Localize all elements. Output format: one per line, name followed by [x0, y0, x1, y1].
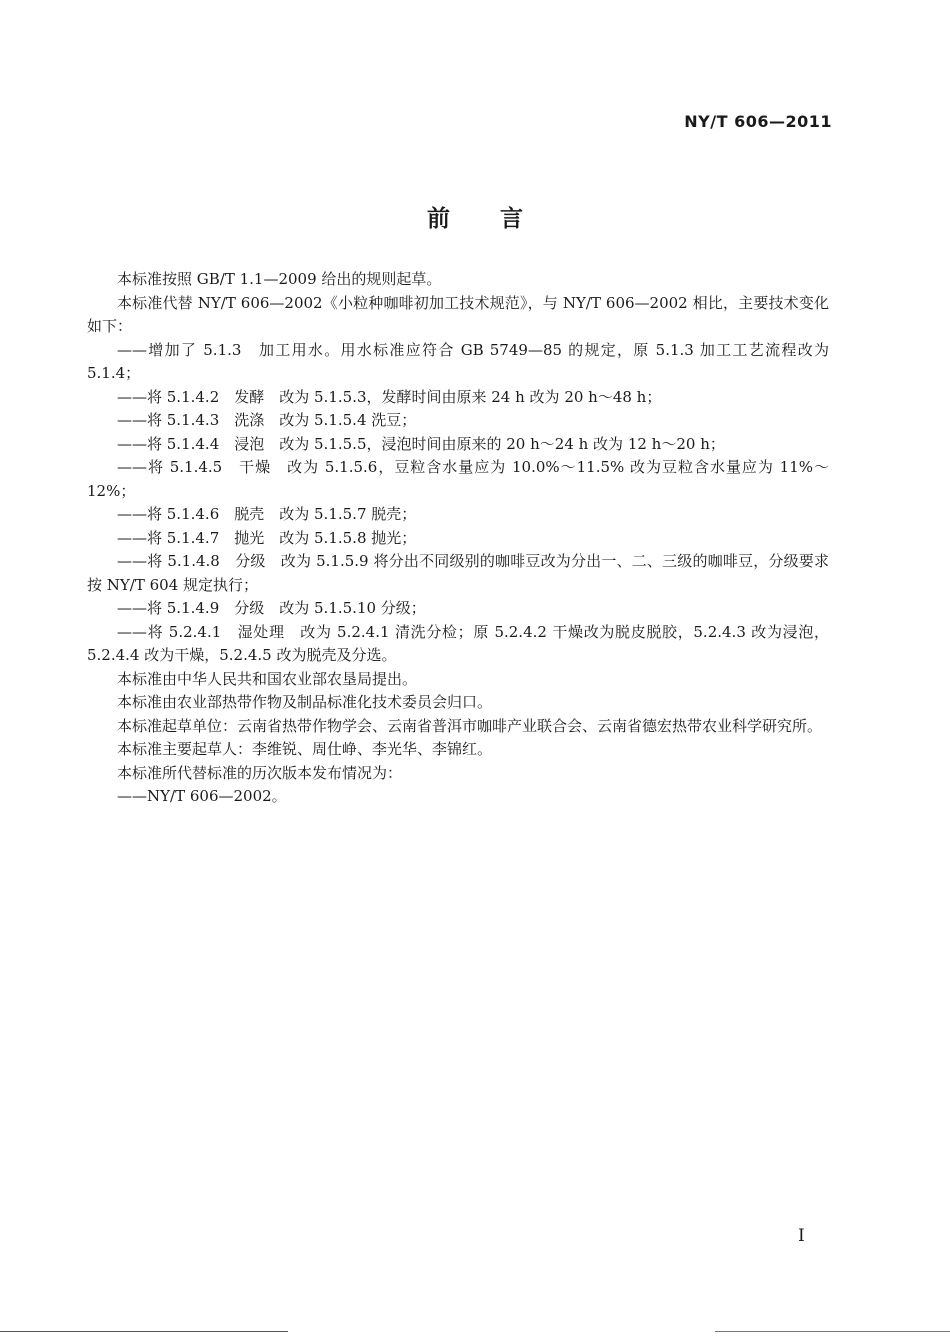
paragraph: 本标准代替 NY/T 606—2002《小粒种咖啡初加工技术规范》，与 NY/T 606—2002 相比，主要技术变化如下：	[87, 293, 829, 335]
paragraph: 本标准由农业部热带作物及制品标准化技术委员会归口。	[117, 693, 493, 711]
scan-edge-line	[0, 1331, 288, 1332]
change-item: ——将 5.2.4.1 湿处理 改为 5.2.4.1 清洗分检；原 5.2.4.2 干燥改为脱皮脱胶，5.2.4.3 改为浸泡，5.2.4.4 改为干燥，5.2.4.5 改为脱壳及分选。	[87, 622, 829, 664]
change-item: ——将 5.1.4.4 浸泡 改为 5.1.5.5，浸泡时间由原来的 20 h～24 h 改为 12 h～20 h；	[117, 434, 725, 453]
paragraph: 本标准所代替标准的历次版本发布情况为：	[117, 763, 403, 782]
paragraph: 本标准由中华人民共和国农业部农垦局提出。	[117, 669, 418, 688]
standard-code: NY/T 606—2011	[684, 112, 832, 131]
paragraph: 本标准按照 GB/T 1.1—2009 给出的规则起草。	[117, 270, 442, 288]
page-number: I	[798, 1226, 805, 1246]
change-item: ——将 5.1.4.5 干燥 改为 5.1.5.6，豆粒含水量应为 10.0%～11.5% 改为豆粒含水量应为 11%～12%；	[87, 458, 829, 500]
change-item: ——将 5.1.4.7 抛光 改为 5.1.5.8 抛光；	[117, 528, 417, 547]
change-item: ——NY/T 606—2002。	[117, 787, 287, 805]
change-item: ——将 5.1.4.3 洗涤 改为 5.1.5.4 洗豆；	[117, 411, 417, 429]
page-title: 前言	[427, 206, 573, 232]
change-item: ——将 5.1.4.9 分级 改为 5.1.5.10 分级；	[117, 599, 426, 617]
paragraph: 本标准起草单位：云南省热带作物学会、云南省普洱市咖啡产业联合会、云南省德宏热带农业科学研究所。	[117, 716, 823, 735]
change-item: ——将 5.1.4.6 脱壳 改为 5.1.5.7 脱壳；	[117, 505, 417, 523]
change-item: ——将 5.1.4.8 分级 改为 5.1.5.9 将分出不同级别的咖啡豆改为分出一、二、三级的咖啡豆，分级要求按 NY/T 604 规定执行；	[87, 552, 829, 594]
change-item: ——将 5.1.4.2 发酵 改为 5.1.5.3，发酵时间由原来 24 h 改为 20 h～48 h；	[117, 387, 662, 406]
foreword-body	[87, 268, 829, 809]
paragraph: 本标准主要起草人：李维锐、周仕峥、李光华、李锦红。	[117, 740, 493, 758]
scan-edge-line	[715, 1331, 950, 1332]
change-item: ——增加了 5.1.3 加工用水。用水标准应符合 GB 5749—85 的规定，原 5.1.3 加工工艺流程改为 5.1.4；	[87, 340, 829, 382]
